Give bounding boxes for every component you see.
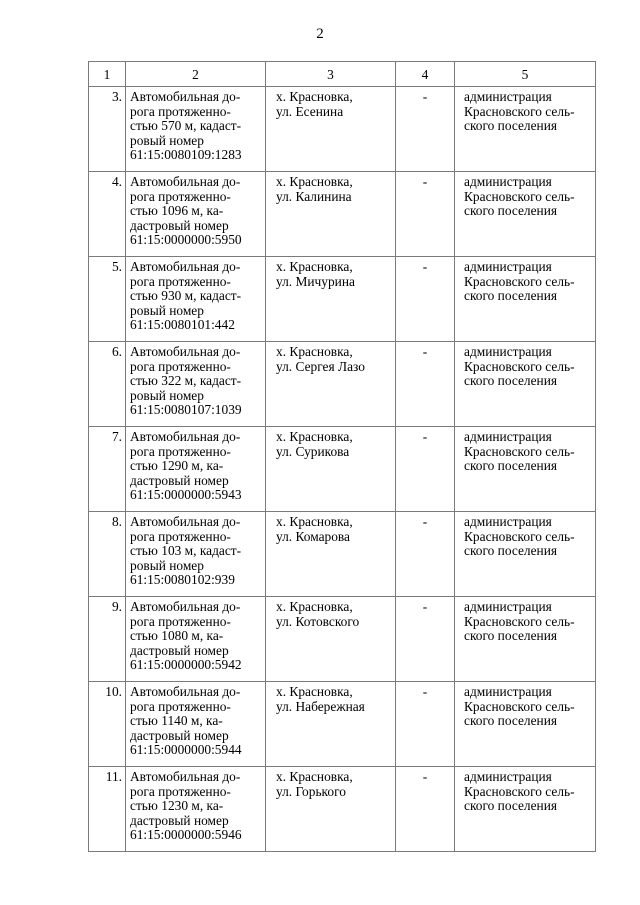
owner-line: Красновского сель- xyxy=(464,613,575,629)
object-owner xyxy=(455,172,596,257)
description-line: рога протяженно- xyxy=(130,273,231,289)
page-number: 2 xyxy=(316,26,324,42)
owner-line: Красновского сель- xyxy=(464,698,575,714)
row-number: 10. xyxy=(89,682,126,767)
column-header-2: 2 xyxy=(126,62,266,87)
description-line: Автомобильная до- xyxy=(130,174,241,189)
address-line: х. Красновка, xyxy=(276,259,353,274)
description-line: дастровый номер xyxy=(130,642,229,658)
address-line: ул. Сурикова xyxy=(276,443,350,459)
description-line: стью 1230 м, ка- xyxy=(130,798,224,814)
description-line: рога протяженно- xyxy=(130,103,231,119)
address-line: ул. Комарова xyxy=(276,528,350,544)
row-number: 6. xyxy=(89,342,126,427)
address-line: ул. Есенина xyxy=(276,103,344,119)
object-owner xyxy=(455,597,596,682)
description-line: Автомобильная до- xyxy=(130,429,241,444)
description-line: Автомобильная до- xyxy=(130,259,241,274)
column-4-value: - xyxy=(396,342,455,427)
address-line: х. Красновка, xyxy=(276,344,353,359)
object-owner xyxy=(455,87,596,172)
table-row xyxy=(89,342,596,427)
description-line: ровый номер xyxy=(130,302,204,318)
description-line: рога протяженно- xyxy=(130,358,231,374)
object-description xyxy=(126,512,266,597)
column-4-value: - xyxy=(396,87,455,172)
object-owner xyxy=(455,257,596,342)
description-line: рога протяженно- xyxy=(130,443,231,459)
description-line: дастровый номер xyxy=(130,217,229,233)
object-description xyxy=(126,427,266,512)
column-4-value: - xyxy=(396,427,455,512)
description-line: Автомобильная до- xyxy=(130,89,241,104)
description-line: 61:15:0080109:1283 xyxy=(130,147,242,163)
object-description xyxy=(126,342,266,427)
address-line: ул. Сергея Лазо xyxy=(276,358,365,374)
description-line: Автомобильная до- xyxy=(130,344,241,359)
object-description xyxy=(126,87,266,172)
description-line: Автомобильная до- xyxy=(130,599,241,614)
description-line: рога протяженно- xyxy=(130,528,231,544)
row-number: 7. xyxy=(89,427,126,512)
object-address xyxy=(266,172,396,257)
column-4-value: - xyxy=(396,172,455,257)
description-line: дастровый номер xyxy=(130,727,229,743)
description-line: 61:15:0000000:5946 xyxy=(130,827,242,843)
header-row xyxy=(89,62,596,87)
description-line: Автомобильная до- xyxy=(130,514,241,529)
address-line: ул. Котовского xyxy=(276,613,360,629)
description-line: стью 103 м, кадаст- xyxy=(130,543,242,559)
owner-line: Красновского сель- xyxy=(464,188,575,204)
column-4-value: - xyxy=(396,767,455,852)
owner-line: ского поселения xyxy=(464,373,558,389)
table-row xyxy=(89,257,596,342)
object-address xyxy=(266,87,396,172)
address-line: х. Красновка, xyxy=(276,89,353,104)
object-description xyxy=(126,172,266,257)
owner-line: ского поселения xyxy=(464,713,558,729)
description-line: ровый номер xyxy=(130,387,204,403)
object-address xyxy=(266,512,396,597)
object-owner xyxy=(455,342,596,427)
property-table xyxy=(88,61,596,852)
owner-line: администрация xyxy=(464,514,552,529)
table-row xyxy=(89,87,596,172)
description-line: 61:15:0000000:5942 xyxy=(130,657,242,673)
description-line: стью 1140 м, ка- xyxy=(130,713,223,729)
row-number: 5. xyxy=(89,257,126,342)
address-line: ул. Мичурина xyxy=(276,273,355,289)
address-line: х. Красновка, xyxy=(276,174,353,189)
description-line: 61:15:0080102:939 xyxy=(130,572,235,588)
description-line: стью 930 м, кадаст- xyxy=(130,288,242,304)
description-line: стью 1080 м, ка- xyxy=(130,628,224,644)
object-address xyxy=(266,427,396,512)
table-header xyxy=(89,62,596,87)
address-line: х. Красновка, xyxy=(276,684,353,699)
owner-line: администрация xyxy=(464,684,552,699)
object-description xyxy=(126,257,266,342)
description-line: стью 1096 м, ка- xyxy=(130,203,224,219)
row-number: 9. xyxy=(89,597,126,682)
owner-line: администрация xyxy=(464,174,552,189)
description-line: 61:15:0000000:5943 xyxy=(130,487,242,503)
column-header-1: 1 xyxy=(89,62,126,87)
column-4-value: - xyxy=(396,512,455,597)
address-line: х. Красновка, xyxy=(276,514,353,529)
table-row xyxy=(89,172,596,257)
column-header-3: 3 xyxy=(266,62,396,87)
object-address xyxy=(266,597,396,682)
address-line: х. Красновка, xyxy=(276,599,353,614)
owner-line: администрация xyxy=(464,89,552,104)
description-line: рога протяженно- xyxy=(130,188,231,204)
description-line: 61:15:0000000:5950 xyxy=(130,232,242,248)
column-header-4: 4 xyxy=(396,62,455,87)
description-line: стью 1290 м, ка- xyxy=(130,458,224,474)
table-row xyxy=(89,512,596,597)
object-address xyxy=(266,257,396,342)
object-address xyxy=(266,342,396,427)
description-line: стью 570 м, кадаст- xyxy=(130,118,242,134)
object-owner xyxy=(455,682,596,767)
description-line: рога протяженно- xyxy=(130,698,231,714)
object-description xyxy=(126,767,266,852)
address-line: ул. Горького xyxy=(276,783,346,799)
owner-line: администрация xyxy=(464,344,552,359)
object-address xyxy=(266,767,396,852)
object-address xyxy=(266,682,396,767)
row-number: 11. xyxy=(89,767,126,852)
row-number: 3. xyxy=(89,87,126,172)
owner-line: администрация xyxy=(464,259,552,274)
description-line: дастровый номер xyxy=(130,472,229,488)
description-line: рога протяженно- xyxy=(130,783,231,799)
address-line: х. Красновка, xyxy=(276,769,353,784)
table-row xyxy=(89,597,596,682)
address-line: х. Красновка, xyxy=(276,429,353,444)
owner-line: Красновского сель- xyxy=(464,443,575,459)
owner-line: ского поселения xyxy=(464,203,558,219)
description-line: Автомобильная до- xyxy=(130,684,241,699)
owner-line: ского поселения xyxy=(464,458,558,474)
row-number: 8. xyxy=(89,512,126,597)
owner-line: Красновского сель- xyxy=(464,103,575,119)
column-header-5: 5 xyxy=(455,62,596,87)
description-line: 61:15:0080107:1039 xyxy=(130,402,242,418)
table-row xyxy=(89,682,596,767)
address-line: ул. Набережная xyxy=(276,698,365,714)
owner-line: ского поселения xyxy=(464,628,558,644)
owner-line: ского поселения xyxy=(464,288,558,304)
object-owner xyxy=(455,427,596,512)
description-line: рога протяженно- xyxy=(130,613,231,629)
owner-line: Красновского сель- xyxy=(464,528,575,544)
row-number: 4. xyxy=(89,172,126,257)
description-line: 61:15:0080101:442 xyxy=(130,317,235,333)
description-line: Автомобильная до- xyxy=(130,769,241,784)
table-row xyxy=(89,767,596,852)
owner-line: ского поселения xyxy=(464,543,558,559)
object-description xyxy=(126,682,266,767)
object-description xyxy=(126,597,266,682)
owner-line: администрация xyxy=(464,769,552,784)
owner-line: ского поселения xyxy=(464,118,558,134)
column-4-value: - xyxy=(396,682,455,767)
table-row xyxy=(89,427,596,512)
owner-line: ского поселения xyxy=(464,798,558,814)
owner-line: администрация xyxy=(464,429,552,444)
owner-line: Красновского сель- xyxy=(464,273,575,289)
column-4-value: - xyxy=(396,597,455,682)
owner-line: администрация xyxy=(464,599,552,614)
description-line: ровый номер xyxy=(130,132,204,148)
address-line: ул. Калинина xyxy=(276,188,352,204)
description-line: ровый номер xyxy=(130,557,204,573)
description-line: 61:15:0000000:5944 xyxy=(130,742,242,758)
column-4-value: - xyxy=(396,257,455,342)
table-body xyxy=(89,87,596,852)
description-line: стью 322 м, кадаст- xyxy=(130,373,242,389)
owner-line: Красновского сель- xyxy=(464,783,575,799)
description-line: дастровый номер xyxy=(130,812,229,828)
object-owner xyxy=(455,767,596,852)
object-owner xyxy=(455,512,596,597)
owner-line: Красновского сель- xyxy=(464,358,575,374)
